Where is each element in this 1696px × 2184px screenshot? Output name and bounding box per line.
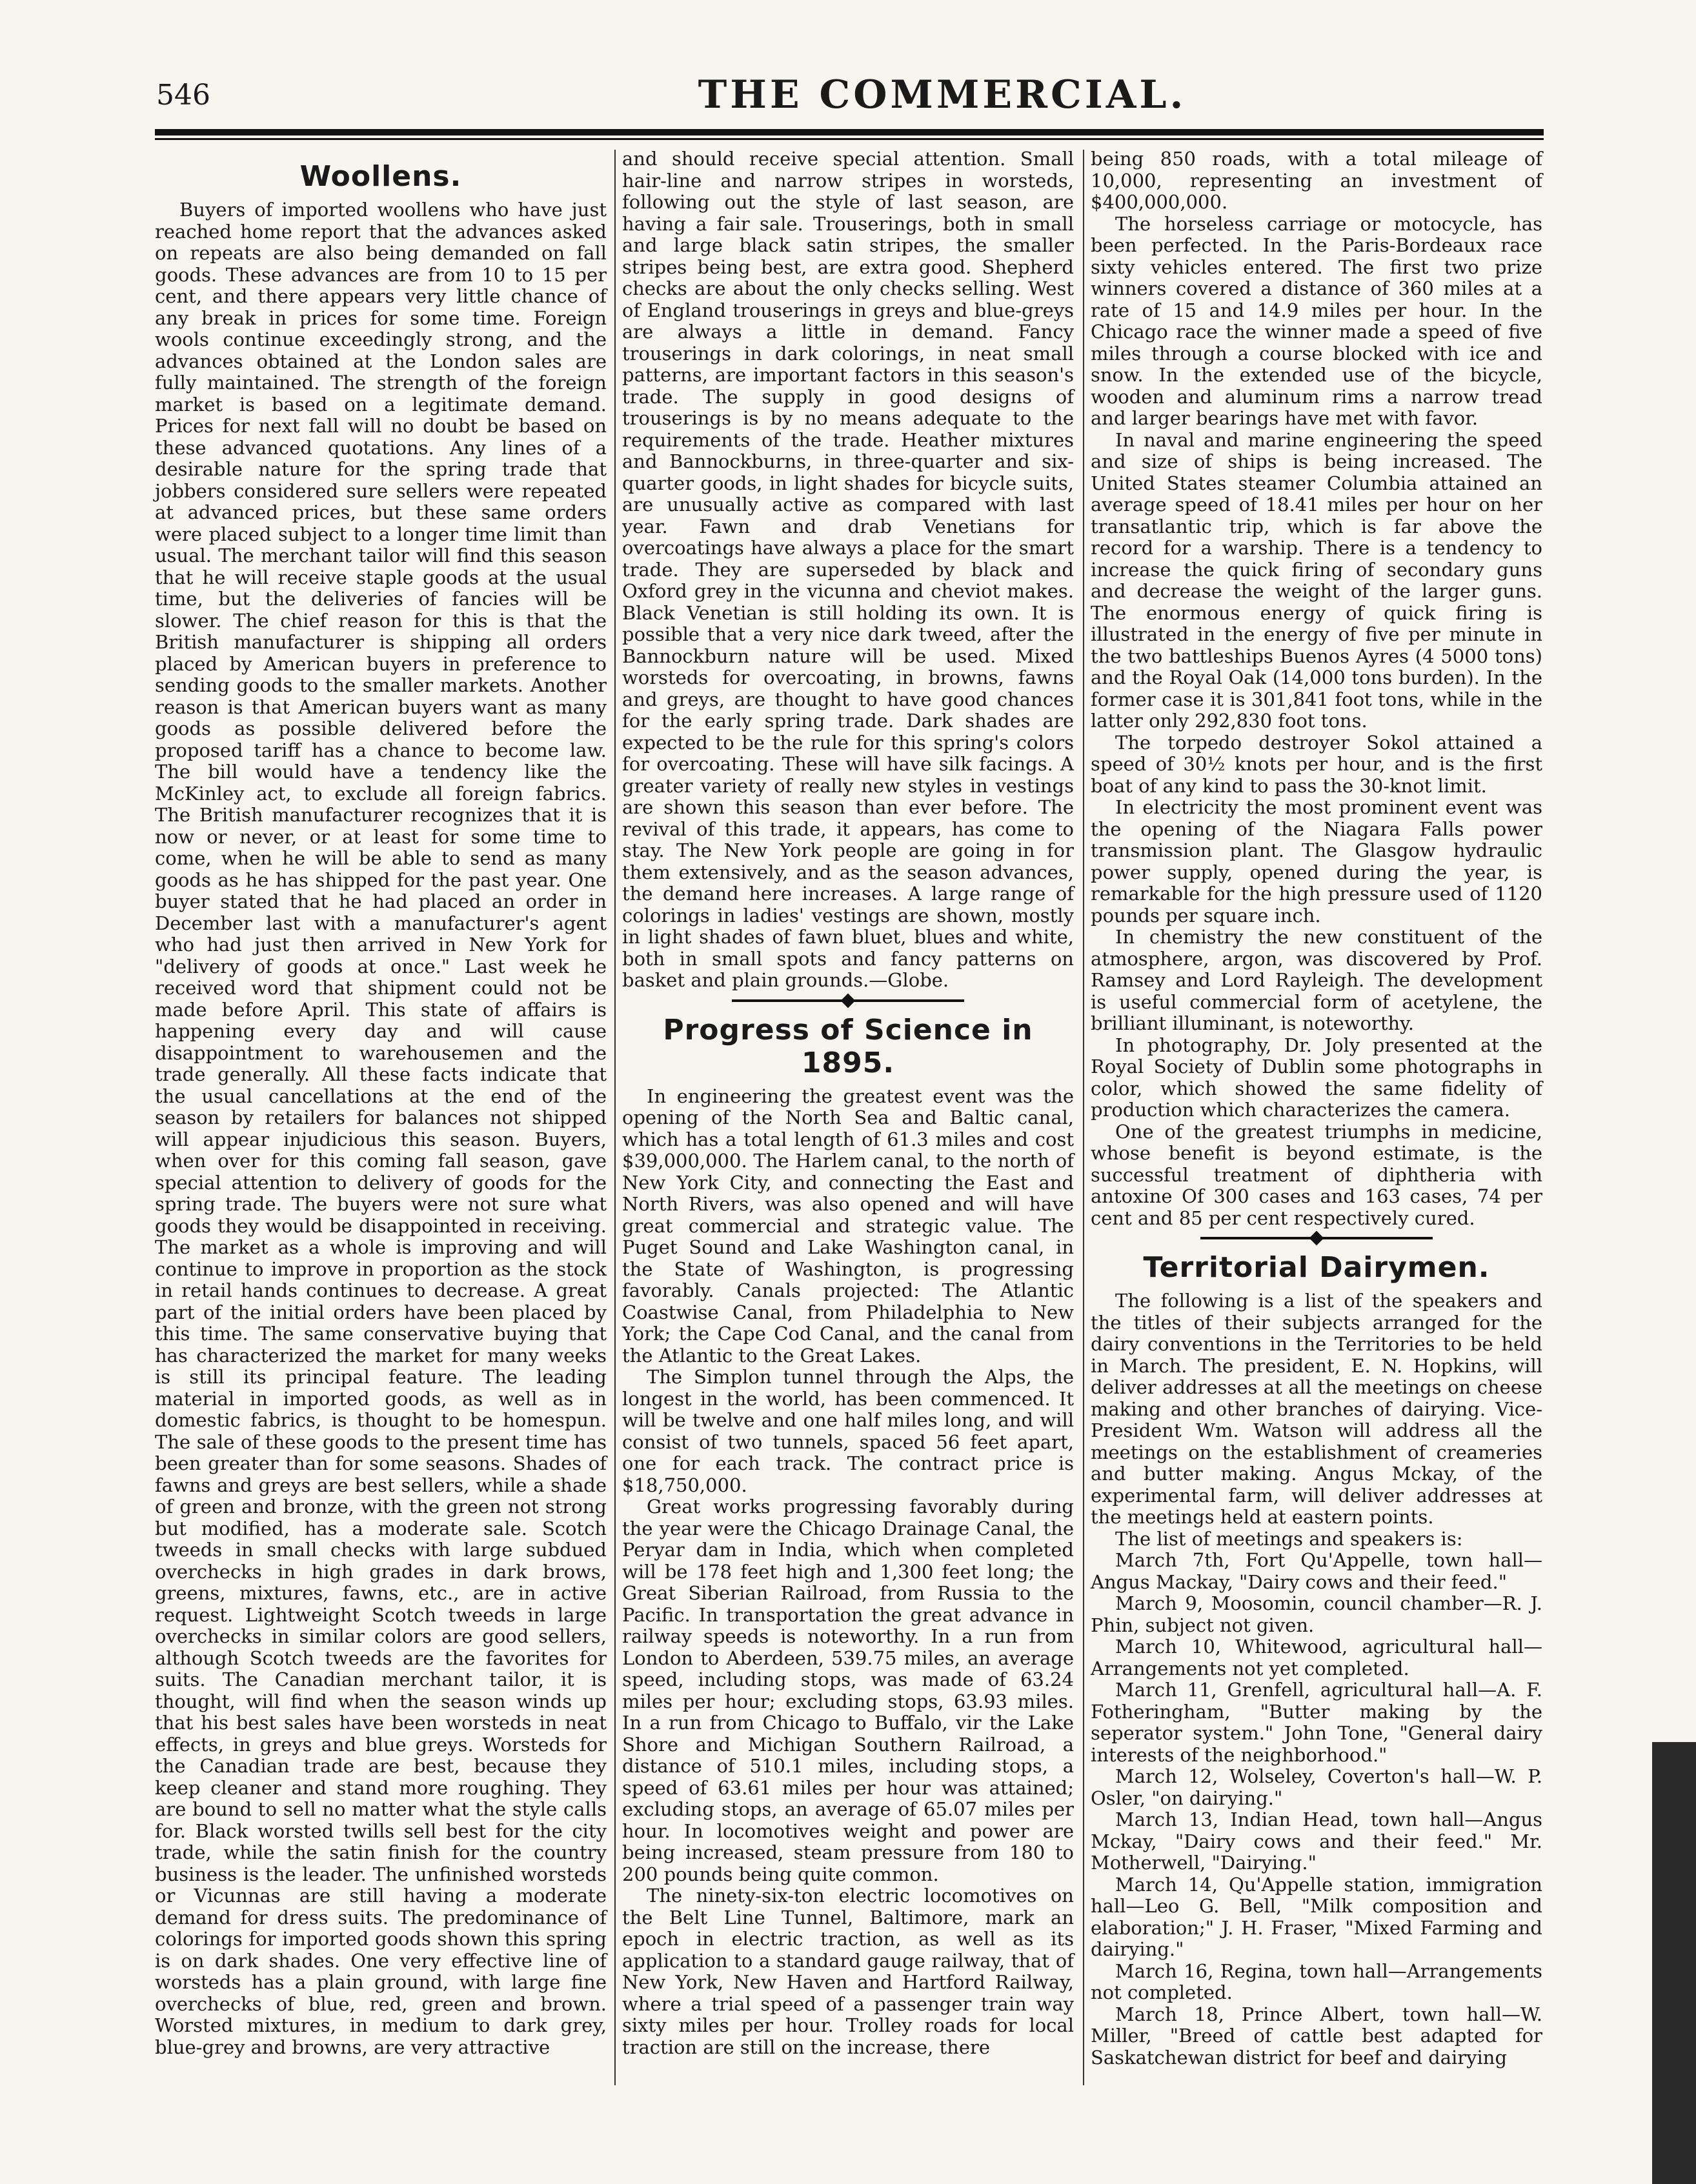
column-rule: [1083, 150, 1084, 2085]
meeting-entry: March 13, Indian Head, town hall—Angus Mckay, "Dairy cows and their feed." Mr. Motherwell, "Dairying.": [1091, 1808, 1542, 1874]
article-paragraph: Great works progressing favorably during the year were the Chicago Drainage Canal, the Peryar dam in India, which when completed will be 178 feet high and 1,300 feet long; the Great Siberian Railroad, from Russia to the Pacific. In transportation the great advance in railway speeds is noteworthy. In a run from London to Aberdeen, 539.75 miles, an average speed, including stops, was made of 63.24 miles per hour; excluding stops, 63.93 miles. In a run from Chicago to Buffalo, vir the Lake Shore and Michigan Southern Railroad, a distance of 510.1 miles, including stops, a speed of 63.61 miles per hour was attained; excluding stops, an average of 65.07 miles per hour. In locomotives weight and power are being increased, steam pressure from 180 to 200 pounds being quite common.: [622, 1496, 1074, 1885]
article-paragraph: The torpedo destroyer Sokol attained a speed of 30½ knots per hour, and is the first boat of any kind to pass the 30-knot limit.: [1091, 731, 1542, 797]
page-number: 546: [156, 79, 210, 112]
masthead-rule-thick: [155, 129, 1544, 135]
article-paragraph: In chemistry the new constituent of the atmosphere, argon, was discovered by Prof. Ramsey and Lord Rayleigh. The development is useful commercial form of acetylene, the brilliant illuminant, is noteworthy.: [1091, 926, 1542, 1034]
meeting-entry: March 16, Regina, town hall—Arrangements not completed.: [1091, 1959, 1542, 2003]
article-paragraph: Buyers of imported woollens who have just reached home report that the advances asked on repeats are also being demanded on fall goods. These advances are from 10 to 15 per cent, and there appears very little chance of any break in prices for some time. Foreign wools continue exceedingly strong, and the advances obtained at the London sales are fully maintained. The strength of the foreign market is based on a legitimate demand. Prices for next fall will no doubt be based on these advanced quotations. Any lines of a desirable nature for the spring trade that jobbers considered sure sellers were repeated at advanced prices, but these same orders were placed subject to a longer time limit than usual. The merchant tailor will find this season that he will receive staple goods at the usual time, but the deliveries of fancies will be slower. The chief reason for this is that the British manufacturer is shipping all orders placed by American buyers in preference to sending goods to the smaller markets. Another reason is that American buyers want as many goods as possible delivered before the proposed tariff has a chance to become law. The bill would have a tendency like the McKinley act, to exclude all foreign fabrics. The British manufacturer recognizes that it is now or never, or at least for some time to come, when he will be able to send as many goods as he has shipped for the past year. One buyer stated that he had placed an order in December last with a manufacturer's agent who had just then arrived in New York for "delivery of goods at once." Last week he received word that shipment could not be made before April. This state of affairs is happening every day and will cause disappointment to warehousemen and the trade generally. All these facts indicate that the usual cancellations at the end of the season by retailers for balances not shipped will appear injudicious this season. Buyers, when over for this coming fall season, gave special attention to delivery of goods for the spring trade. The buyers were not sure what goods they would be disappointed in receiving. The market as a whole is improving and will continue to improve in proportion as the stock in retail hands continues to decrease. A great part of the initial orders have been placed by this time. The same conservative buying that has characterized the market for many weeks is still its principal feature. The leading material in imported goods, as well as in domestic fabrics, is thought to be homespun. The sale of these goods to the present time has been greater than for some seasons. Shades of fawns and greys are best sellers, while a shade of green and bronze, with the green not strong but modified, has a moderate sale. Scotch tweeds in small checks with large subdued overchecks in high grades in dark brows, greens, mixtures, fawns, etc., are in active request. Lightweight Scotch tweeds in large overchecks in similar colors are good sellers, although Scotch tweeds are the favorites for suits. The Canadian merchant tailor, it is thought, will find when the season winds up that his best sales have been worsteds in neat effects, in greys and blue greys. Worsteds for the Canadian trade are best, because they keep cleaner and stand more roughing. They are bound to sell no matter what the style calls for. Black worsted twills sell best for the city trade, while the satin finish for the country business is the leader. The unfinished worsteds or Vicunnas are still having a moderate demand for dress suits. The predominance of colorings for imported goods shown this spring is on dark shades. One very effective line of worsteds has a plain ground, with large fine overchecks of blue, red, green and brown. Worsted mixtures, in medium to dark grey, blue-grey and browns, are very attractive: [155, 199, 607, 2058]
meeting-entry: March 12, Wolseley, Coverton's hall—W. P. Osler, "on dairying.": [1091, 1765, 1542, 1809]
article-paragraph: In photography, Dr. Joly presented at the Royal Society of Dublin some photographs in color, which showed the same fidelity of production which characterizes the camera.: [1091, 1034, 1542, 1121]
article-paragraph: The list of meetings and speakers is:: [1115, 1527, 1463, 1550]
article-divider: [1200, 1237, 1433, 1239]
meeting-entry: March 9, Moosomin, council chamber—R. J. Phin, subject not given.: [1091, 1592, 1542, 1636]
meeting-entry: March 7th, Fort Qu'Appelle, town hall—Angus Mackay, "Dairy cows and their feed.": [1091, 1549, 1542, 1593]
column-3: [1091, 148, 1542, 2069]
article-paragraph: being 850 roads, with a total mileage of 10,000, representing an investment of $400,000,000.: [1091, 148, 1542, 213]
masthead-rule-thin: [155, 138, 1544, 140]
article-paragraph: In electricity the most prominent event was the opening of the Niagara Falls power transmission plant. The Glasgow hydraulic power supply, opened during the year, is remarkable for the high pressure used of 1120 pounds per square inch.: [1091, 796, 1542, 927]
article-paragraph: In engineering the greatest event was the opening of the North Sea and Baltic canal, which has a total length of 61.3 miles and cost $39,000,000. The Harlem canal, to the north of New York City, and connecting the East and North Rivers, was also opened and will have great commercial and strategic value. The Puget Sound and Lake Washington canal, in the State of Washington, is progressing favorably. Canals projected: The Atlantic Coastwise Canal, from Philadelphia to New York; the Cape Cod Canal, and the canal from the Atlantic to the Great Lakes.: [622, 1085, 1074, 1367]
article-paragraph: One of the greatest triumphs in medicine, whose benefit is beyond estimate, is the successful treatment of diphtheria with antoxine Of 300 cases and 163 cases, 74 per cent and 85 per cent respectively cured.: [1091, 1120, 1542, 1229]
article-paragraph: In naval and marine engineering the speed and size of ships is being increased. The United States steamer Columbia attained an average speed of 18.41 miles per hour on her transatlantic trip, which is far above the record for a warship. There is a tendency to increase the quick firing of secondary guns and decrease the weight of the larger guns. The enormous energy of quick firing is illustrated in the energy of five per minute in the two battleships Buenos Ayres (4 5000 tons) and the Royal Oak (14,000 tons burden). In the former case it is 301,841 foot tons, while in the latter only 292,830 foot tons.: [1091, 428, 1542, 732]
meeting-entry: March 14, Qu'Appelle station, immigration hall—Leo G. Bell, "Milk composition and elaboration;" J. H. Fraser, "Mixed Farming and dairying.": [1091, 1873, 1542, 1960]
meeting-entry: March 11, Grenfell, agricultural hall—A. F. Fotheringham, "Butter making by the seperator system." John Tone, "General dairy interests of the neighborhood.": [1091, 1679, 1542, 1766]
meeting-entry: March 18, Prince Albert, town hall—W. Miller, "Breed of cattle best adapted for Saskatchewan district for beef and dairying: [1091, 2003, 1542, 2069]
article-paragraph: The horseless carriage or motocycle, has been perfected. In the Paris-Bordeaux race sixty vehicles entered. The first two prize winners covered a distance of 360 miles at a rate of 15 and 14.9 miles per hour. In the Chicago race the winner made a speed of five miles through a course blocked with ice and snow. In the extended use of the bicycle, wooden and aluminum rims a narrow tread and larger bearings have met with favor.: [1091, 212, 1542, 429]
column-2: [622, 148, 1074, 2058]
scan-edge: [1652, 1742, 1696, 2184]
column-1: [155, 148, 607, 2058]
article-paragraph: The ninety-six-ton electric locomotives on the Belt Line Tunnel, Baltimore, mark an epoch in electric traction, as well as its application to a standard gauge railway, that of New York, New Haven and Hartford Railway, where a trial speed of a passenger train way sixty miles per hour. Trolley roads for local traction are still on the increase, there: [622, 1885, 1074, 2058]
article-paragraph: The Simplon tunnel through the Alps, the longest in the world, has been commenced. It will be twelve and one half miles long, and will consist of two tunnels, spaced 56 feet apart, one for each track. The contract price is $18,750,000.: [622, 1366, 1074, 1496]
column-rule: [614, 150, 616, 2085]
masthead: THE COMMERCIAL.: [698, 72, 1187, 117]
article-paragraph: The following is a list of the speakers and the titles of their subjects arranged for the dairy conventions in the Territories to be held in March. The president, E. N. Hopkins, will deliver addresses at all the meetings on cheese making and other branches of dairying. Vice-President Wm. Watson will address all the meetings on the establishment of creameries and butter making. Angus Mckay, of the experimental farm, will deliver addresses at the meetings held at eastern points.: [1091, 1290, 1542, 1528]
article-title-woollens: Woollens.: [299, 160, 462, 193]
article-divider: [732, 999, 964, 1002]
article-title-science: Progress of Science in 1895.: [663, 1013, 1033, 1079]
meeting-entry: March 10, Whitewood, agricultural hall—Arrangements not yet completed.: [1091, 1636, 1542, 1679]
article-title-dairymen: Territorial Dairymen.: [1143, 1251, 1490, 1284]
article-paragraph: and should receive special attention. Small hair-line and narrow stripes in worsteds, following out the style of last season, are having a fair sale. Trouserings, both in small and large black satin stripes, the smaller stripes being best, are extra good. Shepherd checks are about the only checks selling. West of England trouserings in greys and blue-greys are always a little in demand. Fancy trouserings in dark colorings, in neat small patterns, are important factors in this season's trade. The supply in good designs of trouserings is by no means adequate to the requirements of the trade. Heather mixtures and Bannockburns, in three-quarter and six-quarter goods, in light shades for bicycle suits, are unusually active as compared with last year. Fawn and drab Venetians for overcoatings have always a place for the smart trade. They are superseded by black and Oxford grey in the vicunna and cheviot makes. Black Venetian is still holding its own. It is possible that a very nice dark tweed, after the Bannockburn nature will be used. Mixed worsteds for overcoating, in browns, fawns and greys, are thought to have good chances for the early spring trade. Dark shades are expected to be the rule for this spring's colors for overcoating. These will have silk facings. A greater variety of really new styles in vestings are shown this season than ever before. The revival of this trade, it appears, has come to stay. The New York people are going in for them extensively, and as the season advances, the demand here increases. A large range of colorings in ladies' vestings are shown, mostly in light shades of fawn bluet, blues and white, both in small spots and fancy patterns on basket and plain grounds.—Globe.: [622, 148, 1074, 991]
